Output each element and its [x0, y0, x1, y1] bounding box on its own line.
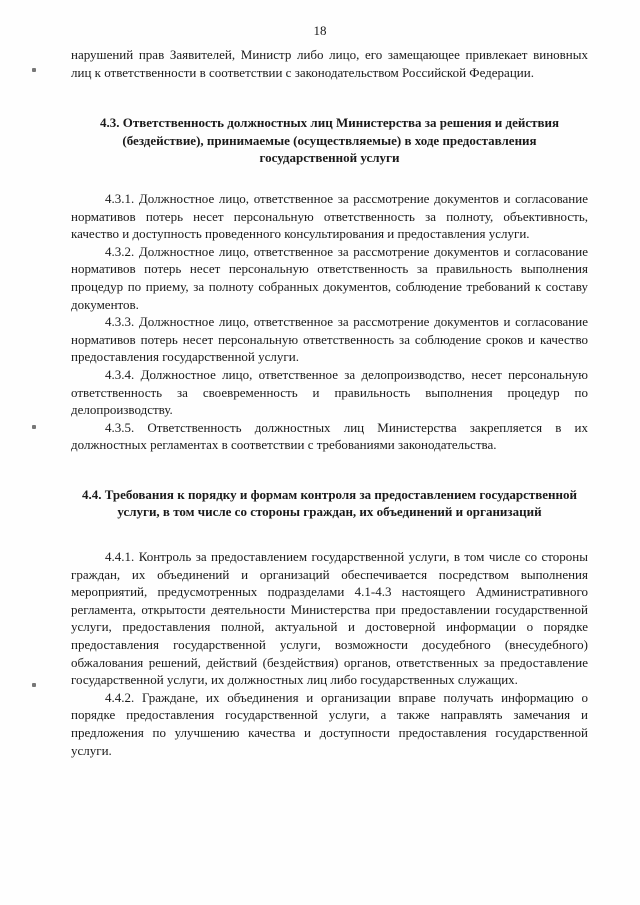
- page-body: [71, 46, 588, 759]
- page-number: 18: [313, 23, 327, 38]
- paragraph-4-3-3: 4.3.3. Должностное лицо, ответственное за рассмотрение документов и согласование нормативов потерь несет персональную ответственность за соблюдение сроков и качество предоставления государственной услуги.: [71, 314, 588, 365]
- paragraph-4-4-1: 4.4.1. Контроль за предоставлением государственной услуги, в том числе со стороны граждан, их объединений и организаций обеспечивается посредством выполнения мероприятий, предусмотренных подразделами 4.1-4.3 настоящего Административного регламента, открытости деятельности Министерства при предоставлении государственной услуги, предоставления полной, актуальной и достоверной информации о порядке предоставления государственной услуги, возможности досудебного (внесудебного) обжалования решений, действий (бездействия) органов, ответственных за предоставление государственной услуги, их должностных лиц либо государственных служащих.: [71, 549, 588, 688]
- intro-paragraph: нарушений прав Заявителей, Министр либо лицо, его замещающее привлекает виновных лиц к ответственности в соответствии с законодательством Российской Федерации.: [71, 47, 588, 80]
- section-heading-4-4: 4.4. Требования к порядку и формам контроля за предоставлением государственной услуги, в том числе со стороны граждан, их объединений и организаций: [81, 486, 577, 520]
- margin-mark: [32, 68, 36, 72]
- paragraph-4-3-4: 4.3.4. Должностное лицо, ответственное за делопроизводство, несет персональную ответственность за своевременность и правильность выполнения процедур по делопроизводству.: [71, 366, 588, 418]
- paragraph-4-3-2: 4.3.2. Должностное лицо, ответственное за рассмотрение документов и согласование нормативов потерь несет персональную ответственность за правильность выполнения процедур по приему, за полноту собранных документов, соблюдение требований к составу документов.: [71, 243, 588, 312]
- section-heading-4-3: 4.3. Ответственность должностных лиц Министерства за решения и действия (бездействие), принимаемые (осуществляемые) в ходе предоставления государственной услуги: [99, 115, 560, 166]
- paragraph-4-3-1: 4.3.1. Должностное лицо, ответственное за рассмотрение документов и согласование нормативов потерь несет персональную ответственность за полноту, объективность, качество и доступность проведенного консультирования и предоставления услуги.: [71, 190, 588, 242]
- margin-mark: [32, 683, 36, 687]
- paragraph-4-4-2: 4.4.2. Граждане, их объединения и организации вправе получать информацию о порядке предоставления государственной услуги, а также направлять замечания и предложения по улучшению качества и доступности предоставления государственной услуги.: [71, 689, 588, 758]
- paragraph-4-3-5: 4.3.5. Ответственность должностных лиц Министерства закрепляется в их должностных регламентах в соответствии с требованиями законодательства.: [71, 419, 588, 453]
- margin-mark: [32, 425, 36, 429]
